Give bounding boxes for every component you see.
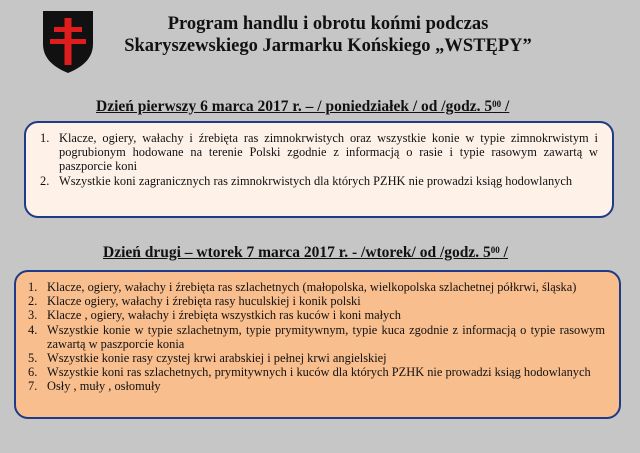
list-text: Wszystkie koni ras szlachetnych, prymitywnych i kuców dla których PZHK nie prowadzi ksiąg hodowlanych <box>47 365 591 380</box>
day1-heading <box>96 98 509 116</box>
page-title <box>118 13 538 57</box>
list-number: 5. <box>28 351 38 366</box>
title-line-2: Skaryszewskiego Jarmarku Końskiego „WSTĘPY” <box>124 36 532 56</box>
list-number: 6. <box>28 365 38 380</box>
day1-list <box>40 131 598 188</box>
day2-list-box <box>14 270 621 419</box>
list-item <box>28 365 605 379</box>
list-number: 4. <box>28 322 38 337</box>
day1-heading-superscript: 00 <box>492 99 502 109</box>
list-item <box>28 351 605 365</box>
list-text: Klacze, ogiery, wałachy i źrebięta ras zimnokrwistych oraz wszystkie konie w typie zimnokrwistym i pogrubionym hodowane na terenie Polski zgodnie z informacją o rasie i typie rasowym zawartą w paszporcie koni <box>59 131 598 174</box>
list-text: Klacze ogiery, wałachy i źrebięta rasy huculskiej i konik polski <box>47 294 361 309</box>
list-number: 3. <box>28 308 38 323</box>
list-item <box>28 280 605 294</box>
day2-heading-text: Dzień drugi – wtorek 7 marca 2017 r. - /wtorek/ od /godz. 5 <box>103 244 491 261</box>
list-item <box>28 379 605 393</box>
list-item <box>28 308 605 322</box>
day2-heading-end: / <box>499 244 508 261</box>
list-item <box>40 131 598 174</box>
list-text: Wszystkie konie rasy czystej krwi arabskiej i pełnej krwi angielskiej <box>47 351 387 366</box>
day2-list <box>28 280 605 394</box>
list-number: 2. <box>40 173 50 188</box>
list-text: Klacze , ogiery, wałachy i źrebięta wszystkich ras kuców i koni małych <box>47 308 401 323</box>
list-number: 1. <box>28 280 38 294</box>
list-text: Klacze, ogiery, wałachy i źrebięta ras szlachetnych (małopolska, wielkopolska szlachetnej półkrwi, śląska) <box>47 280 577 294</box>
day1-heading-end: / <box>501 98 510 115</box>
day1-heading-text: Dzień pierwszy 6 marca 2017 r. – / poniedziałek / od /godz. 5 <box>96 98 493 115</box>
list-item <box>28 294 605 308</box>
list-text: Wszystkie koni zagranicznych ras zimnokrwistych dla których PZHK nie prowadzi ksiąg hodowlanych <box>59 173 573 188</box>
list-text: Osły , muły , osłomuły <box>47 379 161 394</box>
list-number: 7. <box>28 379 38 394</box>
list-text: Wszystkie konie w typie szlachetnym, typie prymitywnym, typie kuca zgodnie z informacją o typie rasowym zawartą w paszporcie konia <box>47 322 605 351</box>
list-item <box>28 323 605 351</box>
title-line-1: Program handlu i obrotu końmi podczas <box>167 14 489 34</box>
cross-of-lorraine-shield-icon <box>42 10 94 74</box>
list-number: 1. <box>40 131 50 145</box>
day1-list-box <box>24 121 614 218</box>
day2-heading-superscript: 00 <box>490 245 500 255</box>
list-number: 2. <box>28 294 38 309</box>
list-item <box>40 174 598 188</box>
day2-heading <box>103 244 508 262</box>
